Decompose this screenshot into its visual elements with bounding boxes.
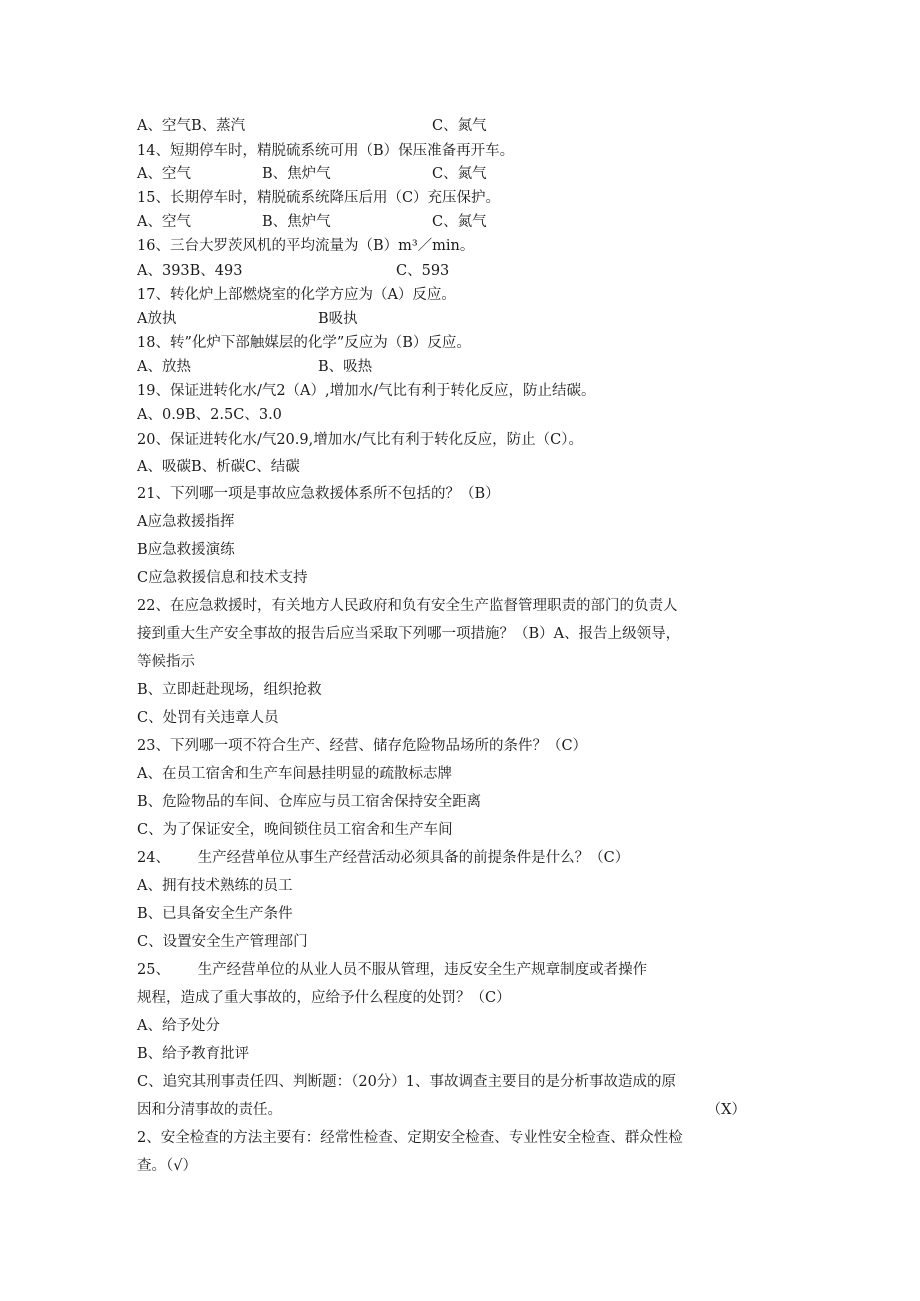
question-17: 17、转化炉上部燃烧室的化学方应为（A）反应。 [137,287,456,303]
answer-line: A、0.9B、2.5C、3.0 [137,407,282,423]
answer-option: C、追究其刑事责任四、判断题：（20分）1、事故调查主要目的是分析事故造成的原 [137,1074,677,1090]
question-16: 16、三台大罗茨风机的平均流量为（B）m³／min。 [137,238,475,254]
answer-option: C、为了保证安全，晚间锁住员工宿舍和生产车间 [137,822,453,838]
answer-line: A、空气B、蒸汽 [137,118,246,134]
answer-option: C、593 [396,263,450,279]
question-19: 19、保证进转化水/气2（A）,增加水/气比有利于转化反应，防止结碳。 [137,383,596,399]
answer-option: B、吸热 [318,359,373,375]
answer-option: A、在员工宿舍和生产车间悬挂明显的疏散标志牌 [137,766,452,782]
answer-option: B、立即赶赴现场，组织抢救 [137,682,322,698]
answer-option: B、焦炉气 [262,214,331,230]
answer-option: A、给予处分 [137,1018,220,1034]
answer-option: B、给予教育批评 [137,1046,250,1062]
answer-option: A、拥有技术熟练的员工 [137,878,293,894]
question-25: 25、 生产经营单位的从业人员不服从管理，违反安全生产规章制度或者操作 [137,962,648,978]
question-24: 24、 生产经营单位从事生产经营活动必须具备的前提条件是什么？（C） [137,850,630,866]
answer-option: A应急救援指挥 [137,514,235,530]
answer-option: A、放热 [137,359,191,375]
question-23: 23、下列哪一项不符合生产、经营、储存危险物品场所的条件？（C） [137,738,588,754]
answer-option: C、氮气 [432,166,487,182]
answer-option: A、393B、493 [137,263,243,279]
question-15: 15、长期停车时，精脱硫系统降压后用（C）充压保护。 [137,190,501,206]
question-18: 18、转”化炉下部触媒层的化学”反应为（B）反应。 [137,335,471,351]
question-20: 20、保证进转化水/气20.9,增加水/气比有利于转化反应，防止（C）。 [137,432,583,448]
answer-option: A放执 [137,311,177,327]
answer-option: B、焦炉气 [262,166,331,182]
answer-option: B应急救援演练 [137,542,235,558]
answer-option: B吸执 [318,311,358,327]
judgment-2: 2、安全检查的方法主要有：经常性检查、定期安全检查、专业性安全检查、群众性检 [137,1130,683,1146]
answer-option: C、氮气 [432,214,487,230]
answer-option: C、处罚有关违章人员 [137,710,279,726]
answer-option: B、已具备安全生产条件 [137,906,293,922]
question-14: 14、短期停车时，精脱硫系统可用（B）保压准备再开车。 [137,143,515,159]
judgment-2-cont: 查。（√） [137,1158,197,1174]
answer-line: A、吸碳B、析碳C、结碳 [137,459,300,475]
judgment-1-cont: 因和分清事故的责任。 [137,1102,282,1118]
answer-option: B、危险物品的车间、仓库应与员工宿舍保持安全距离 [137,794,482,810]
answer-option: C应急救援信息和技术支持 [137,570,308,586]
question-25-cont: 规程，造成了重大事故的，应给予什么程度的处罚？（C） [137,990,511,1006]
judgment-1-answer: （X） [706,1102,746,1118]
answer-option: A、空气 [137,214,191,230]
answer-option: C、设置安全生产管理部门 [137,934,308,950]
question-22: 22、在应急救援时，有关地方人民政府和负有安全生产监督管理职责的部门的负责人 [137,598,678,614]
question-22-cont: 等候指示 [137,654,195,670]
question-22-cont: 接到重大生产安全事故的报告后应当采取下列哪一项措施？（B）A、报告上级领导， [137,626,681,642]
answer-option: C、氮气 [432,118,487,134]
answer-option: A、空气 [137,166,191,182]
question-21: 21、下列哪一项是事故应急救援体系所不包括的？（B） [137,486,500,502]
